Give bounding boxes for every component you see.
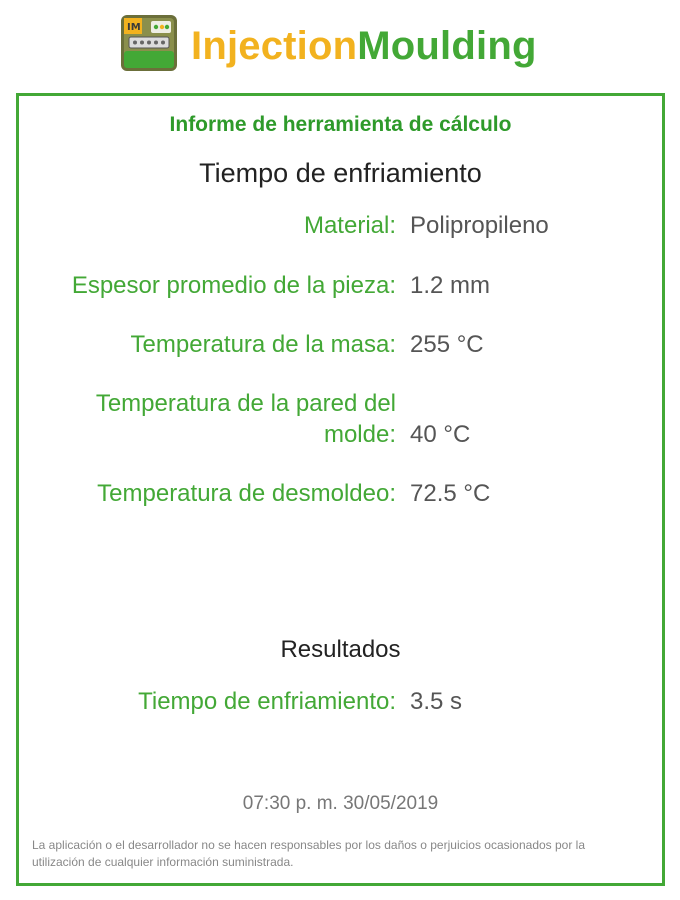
result-label: Tiempo de enfriamiento:: [138, 688, 396, 715]
app-brand-title: [191, 20, 537, 72]
calculation-name: Tiempo de enfriamiento: [199, 158, 482, 188]
injection-moulding-app-icon: [121, 15, 177, 71]
results-title: Resultados: [280, 636, 401, 663]
report-timestamp: 07:30 p. m. 30/05/2019: [242, 793, 439, 814]
input-label: Material:: [303, 212, 396, 239]
input-label: Espesor promedio de la pieza:: [71, 272, 396, 299]
logo-badge-text: IM: [127, 22, 141, 33]
brand-word-injection: Injection: [191, 24, 358, 68]
brand-word-moulding: Moulding: [357, 24, 537, 68]
input-value: 255 °C: [410, 331, 484, 358]
report-card: [16, 93, 665, 886]
input-label: Temperatura de desmoldeo:: [97, 480, 396, 507]
input-value: Polipropileno: [410, 212, 549, 239]
input-value: 72.5 °C: [410, 480, 491, 507]
input-value: 1.2 mm: [410, 272, 491, 299]
disclaimer-text: La aplicación o el desarrollador no se hacen responsables por los daños o perjuicios ocasionados por la utilización de cualquier información suministrada.: [32, 838, 586, 869]
result-value: 3.5 s: [410, 688, 463, 715]
input-label: Temperatura de la masa:: [130, 331, 396, 358]
report-title: Informe de herramienta de cálculo: [169, 113, 512, 136]
input-value: 40 °C: [410, 421, 471, 448]
input-label: Temperatura de la pared del molde:: [95, 390, 396, 448]
app-header: [0, 0, 680, 88]
